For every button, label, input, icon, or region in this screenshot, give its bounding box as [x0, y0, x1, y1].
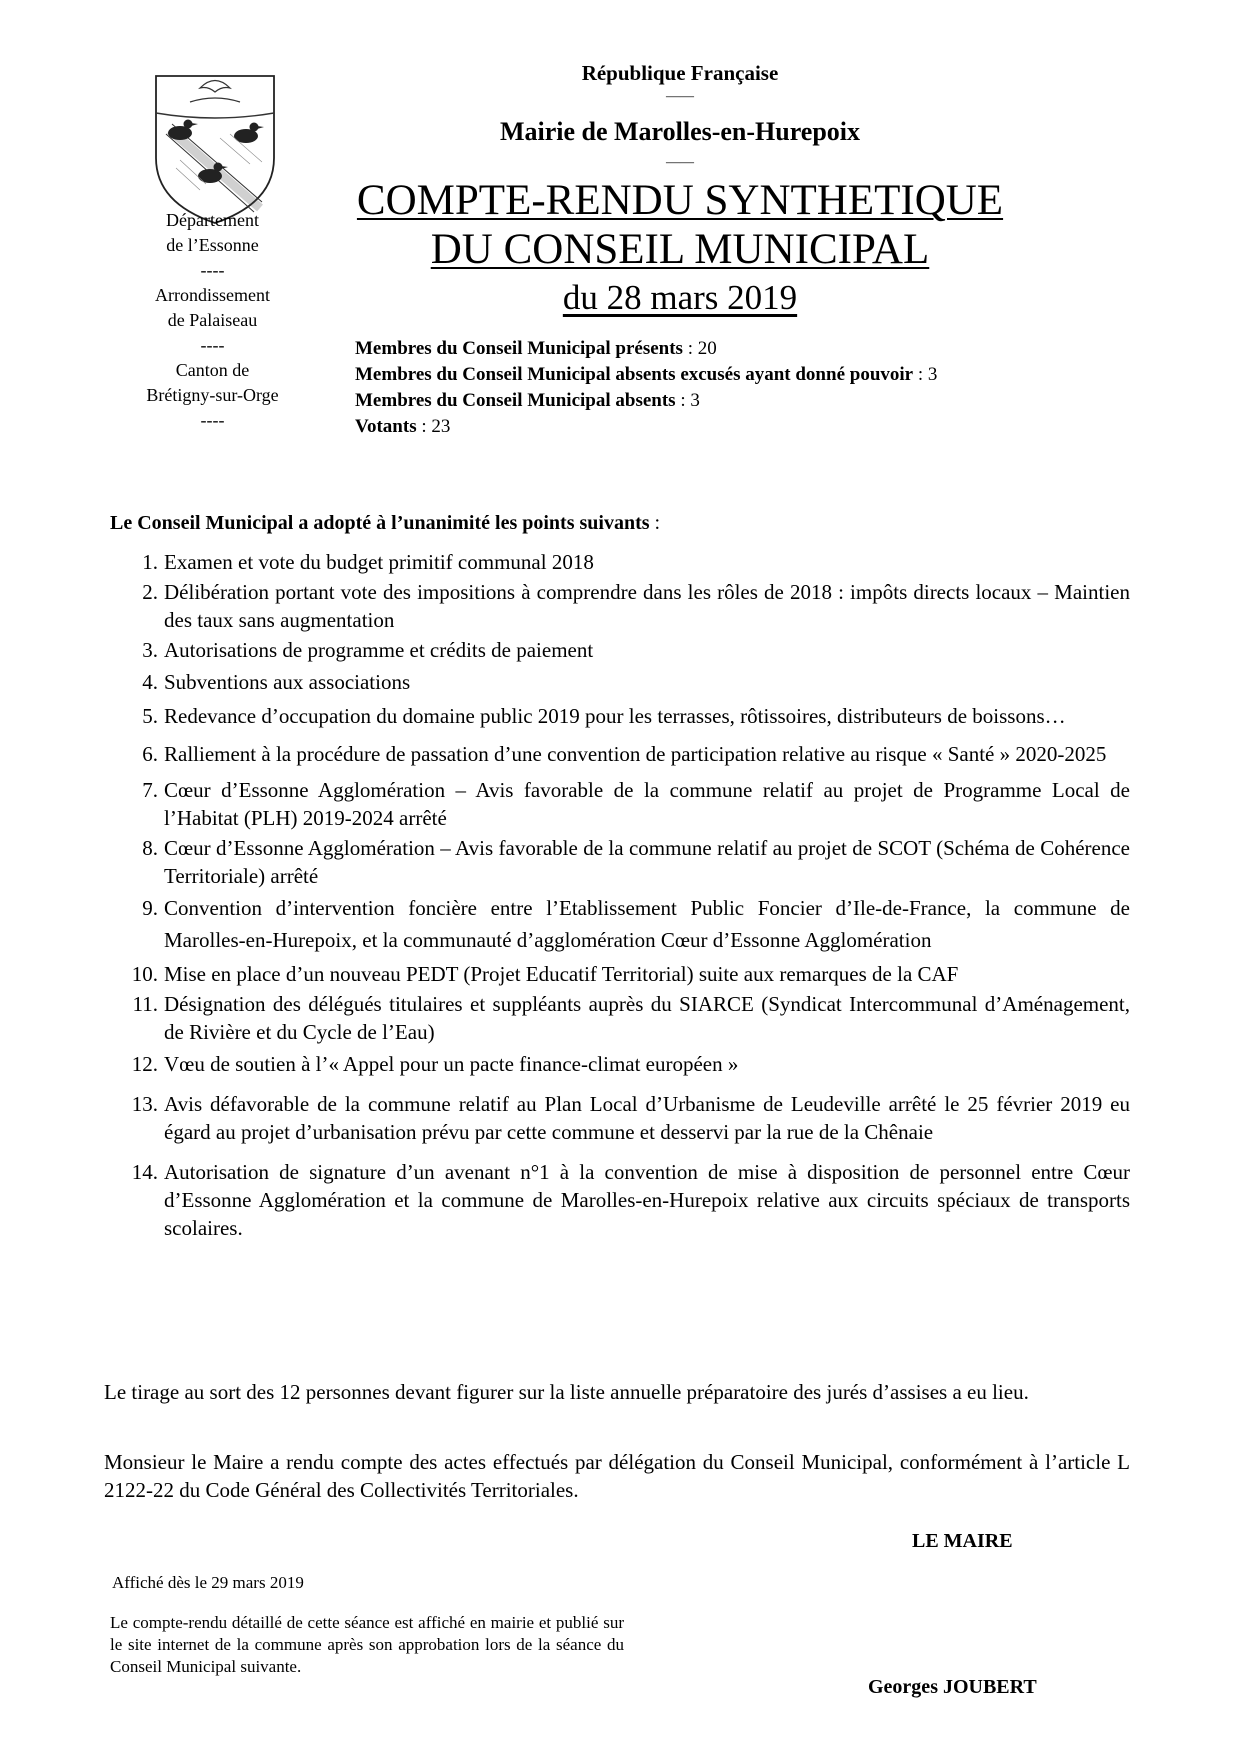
jury-draw-paragraph: Le tirage au sort des 12 personnes devant figurer sur la liste annuelle préparatoire des jurés d’assises a eu lieu. [104, 1380, 1029, 1404]
divider: ---- [200, 335, 225, 355]
list-item: 4. Subventions aux associations [142, 670, 411, 694]
page-title-line1: COMPTE-RENDU SYNTHETIQUE [356, 177, 1004, 224]
canton-label: Canton de [175, 360, 250, 380]
list-item: 10. Mise en place d’un nouveau PEDT (Projet Educatif Territorial) suite aux remarques de la CAF [131, 962, 959, 986]
list-item: 11. Désignation des délégués titulaires et suppléants auprès du SIARCE (Syndicat Intercommunal d’Aménagement, de Rivière et du Cycle de l’Eau) [132, 992, 1130, 1044]
list-item: 9. Convention d’intervention foncière entre l’Etablissement Public Foncier d’Ile-de-France, la commune de Marolles-en-Hurepoix, et la communauté d’agglomération Cœur d’Essonne Agglomération [142, 896, 1130, 952]
stat-value: : 20 [682, 338, 717, 359]
page-title-line2: DU CONSEIL MUNICIPAL [430, 226, 930, 273]
arrondissement-name: de Palaiseau [167, 310, 258, 330]
stat-row [355, 414, 1175, 440]
stat-value: : 23 [416, 416, 451, 437]
list-item: 6. Ralliement à la procédure de passation d’une convention de participation relative au risque « Santé » 2020-2025 [142, 742, 1107, 766]
coat-of-arms-icon [150, 68, 280, 228]
intro-suffix: : [649, 512, 661, 534]
publication-note: Le compte-rendu détaillé de cette séance est affiché en mairie et publié sur le site internet de la commune après son approbation lors de la séance du Conseil Municipal suivante. [110, 1613, 624, 1676]
list-item: 12. Vœu de soutien à l’« Appel pour un pacte finance-climat européen » [131, 1052, 739, 1076]
mairie-heading: Mairie de Marolles-en-Hurepoix [499, 117, 861, 146]
department-label: Département [166, 210, 259, 230]
attendance-stats [355, 336, 1175, 440]
stat-label: Membres du Conseil Municipal absents excusés ayant donné pouvoir [355, 364, 914, 385]
intro-label: Le Conseil Municipal a adopté à l’unanimité les points suivants [110, 512, 650, 534]
stat-label: Membres du Conseil Municipal absents [355, 390, 676, 411]
stat-label: Membres du Conseil Municipal présents [355, 338, 683, 359]
mayor-report-paragraph: Monsieur le Maire a rendu compte des actes effectués par délégation du Conseil Municipal, conformément à l’article L 2122-22 du Code Général des Collectivités Territoriales. [104, 1450, 1130, 1502]
resolution-intro [110, 510, 1130, 536]
stat-row [355, 362, 1175, 388]
list-item: 8. Cœur d’Essonne Agglomération – Avis favorable de la commune relatif au projet de SCOT (Schéma de Cohérence Territoriale) arrêté [142, 836, 1130, 888]
mayor-title: LE MAIRE [912, 1530, 1013, 1552]
department-name: de l’Essonne [166, 235, 259, 255]
list-item: 14. Autorisation de signature d’un avenant n°1 à la convention de mise à disposition de personnel entre Cœur d’Essonne Agglomération et la commune de Marolles-en-Hurepoix relative aux circuits spéciaux de transports scolaires. [131, 1160, 1130, 1240]
stat-value: : 3 [913, 364, 938, 385]
list-item: 3. Autorisations de programme et crédits de paiement [142, 638, 594, 662]
stat-row [355, 388, 1175, 414]
mayor-name: Georges JOUBERT [868, 1676, 1037, 1698]
canton-name: Brétigny-sur-Orge [146, 385, 279, 405]
agenda-list [110, 548, 1130, 1242]
meeting-date: du 28 mars 2019 [562, 278, 798, 317]
list-item: 2. Délibération portant vote des impositions à comprendre dans les rôles de 2018 : impôts directs locaux – Maintien des taux sans augmentation [142, 580, 1130, 632]
divider: ---- [200, 410, 225, 430]
list-item: 1. Examen et vote du budget primitif communal 2018 [142, 550, 594, 574]
stat-label: Votants [355, 416, 417, 437]
posted-date: Affiché dès le 29 mars 2019 [112, 1573, 304, 1592]
stat-row [355, 336, 1175, 362]
list-item: 7. Cœur d’Essonne Agglomération – Avis favorable de la commune relatif au projet de Programme Local de l’Habitat (PLH) 2019-2024 arrêté [142, 778, 1130, 830]
divider: ---- [200, 260, 225, 280]
stat-value: : 3 [675, 390, 700, 411]
republic-heading: République Française [581, 61, 779, 85]
separator: —— [666, 155, 694, 170]
arrondissement-label: Arrondissement [155, 285, 270, 305]
separator: —— [666, 89, 694, 104]
list-item: 5. Redevance d’occupation du domaine public 2019 pour les terrasses, rôtissoires, distributeurs de boissons… [142, 704, 1066, 728]
list-item: 13. Avis défavorable de la commune relatif au Plan Local d’Urbanisme de Leudeville arrêté le 25 février 2019 eu égard au projet d’urbanisation prévu par cette commune et desservi par la rue de la Chênaie [131, 1092, 1130, 1144]
